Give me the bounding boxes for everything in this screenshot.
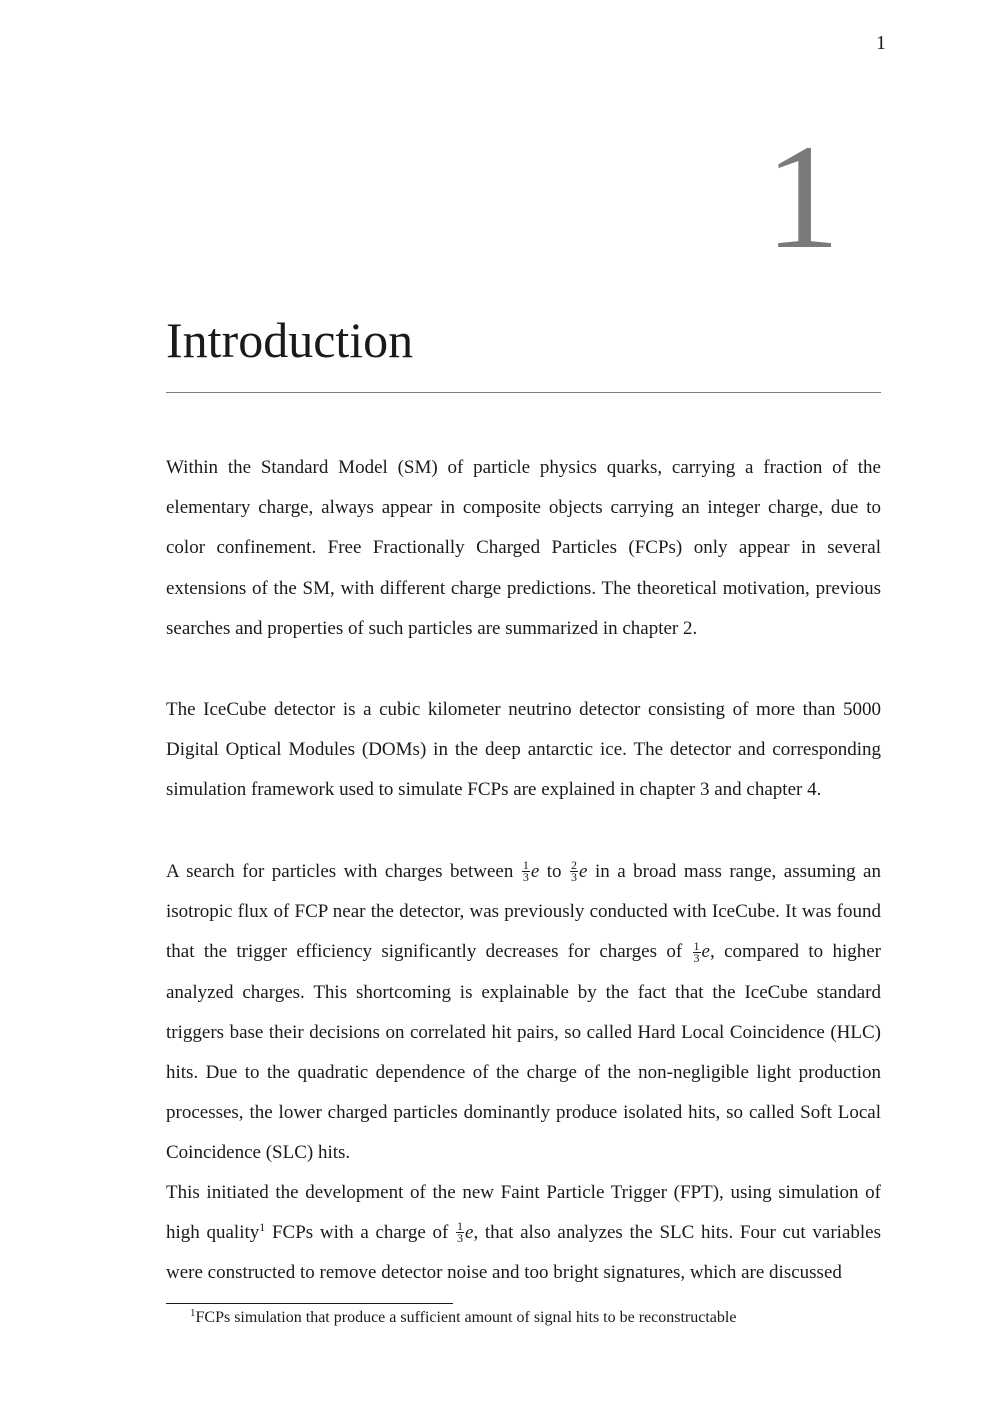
elementary-charge-symbol: e — [530, 861, 540, 882]
elementary-charge-symbol: e — [579, 861, 588, 882]
page-number: 1 — [876, 32, 886, 54]
fraction-two-thirds — [570, 860, 578, 883]
chapter-number: 1 — [765, 114, 840, 280]
fraction-numerator: 1 — [693, 938, 700, 953]
paragraph-3-text-3: in a broad mass range, assuming an isotropic flux of FCP near the detector, was previously conducted with IceCube. It was found that the trigger efficiency significantly decreases for charges of — [166, 861, 881, 963]
fraction-one-third — [522, 860, 530, 883]
fraction-numerator: 1 — [522, 858, 529, 873]
title-rule — [166, 392, 881, 393]
footnote-mark: 1 — [190, 1307, 196, 1319]
footnote-reference[interactable]: 1 — [259, 1220, 266, 1235]
paragraph-1: Within the Standard Model (SM) of particle physics quarks, carrying a fraction of the elementary charge, always appear in composite objects carrying an integer charge, due to color confinement. Free Fractionally Charged Particles (FCPs) only appear in several extensions of the SM, with different charge predictions. The theoretical motivation, previous searches and properties of such particles are summarized in chapter 2. — [166, 457, 881, 639]
paragraph-4-text-2: FCPs with a charge of — [265, 1222, 456, 1244]
elementary-charge-symbol: e — [465, 1222, 474, 1244]
elementary-charge-symbol: e — [701, 941, 710, 963]
fraction-denominator: 3 — [522, 870, 529, 885]
paragraph-3-text-2: to — [539, 861, 570, 882]
fraction-one-third — [456, 1221, 464, 1244]
fraction-denominator: 3 — [571, 870, 578, 885]
fraction-numerator: 1 — [457, 1219, 464, 1234]
paragraph-3-text-1: A search for particles with charges between — [166, 861, 521, 882]
paragraph-3 — [166, 852, 881, 1174]
fraction-denominator: 3 — [693, 950, 700, 965]
fraction-one-third — [693, 938, 701, 965]
chapter-title: Introduction — [166, 312, 414, 368]
paragraph-2: The IceCube detector is a cubic kilometer neutrino detector consisting of more than 5000 Digital Optical Modules (DOMs) in the deep antarctic ice. The detector and corresponding simulation framework used to simulate FCPs are explained in chapter 3 and chapter 4. — [166, 699, 881, 801]
paragraph-4 — [166, 1173, 881, 1294]
paragraph-4-text-3: , that also analyzes the SLC hits. Four cut variables were constructed to remove detector noise and too bright signatures, which are discussed — [166, 1222, 881, 1284]
footnote-text: FCPs simulation that produce a sufficient amount of signal hits to be reconstructable — [195, 1309, 737, 1326]
fraction-denominator: 3 — [457, 1231, 464, 1246]
fraction-numerator: 2 — [571, 858, 578, 873]
paragraph-3-text-4: , compared to higher analyzed charges. This shortcoming is explainable by the fact that the IceCube standard triggers base their decisions on correlated hit pairs, so called Hard Local Coincidence (HLC) hits. Due to the quadratic dependence of the charge of the non-negligible light production processes, the lower charged particles dominantly produce isolated hits, so called Soft Local Coincidence (SLC) hits. — [166, 941, 881, 1164]
footnote — [190, 1307, 890, 1329]
paragraph-4-text-1: This initiated the development of the new Faint Particle Trigger (FPT), using simulation of high quality — [166, 1182, 881, 1244]
footnote-rule — [166, 1303, 453, 1304]
